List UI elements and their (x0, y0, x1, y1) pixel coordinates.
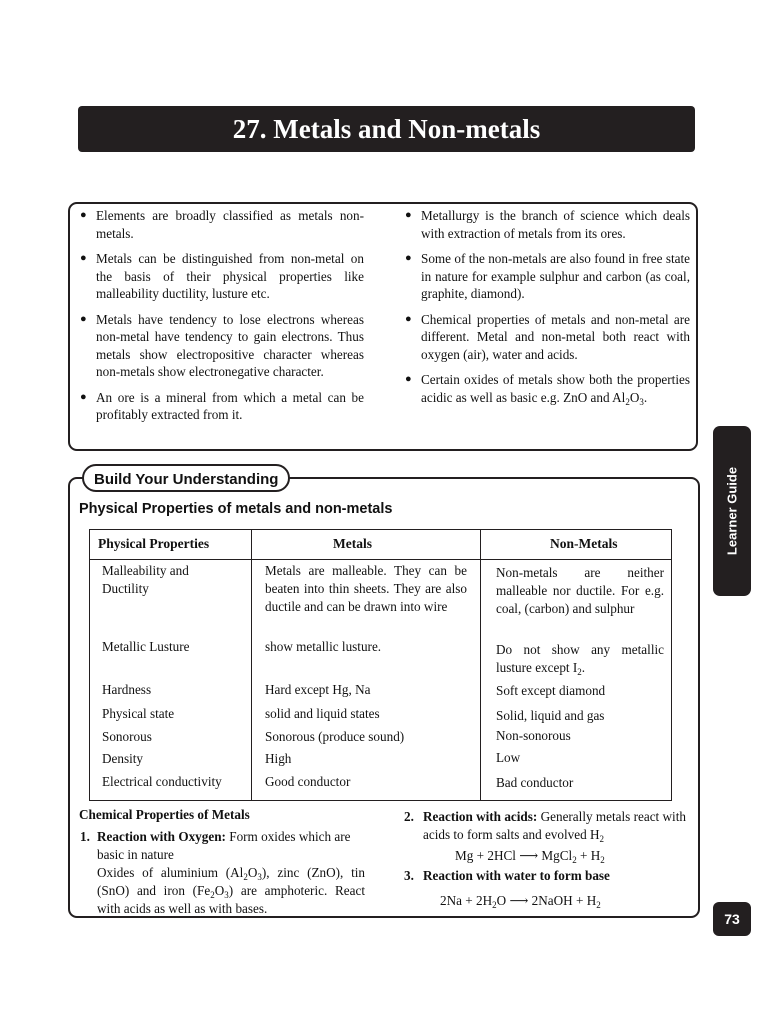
table-cell: Metallic Lusture (102, 639, 190, 654)
page-number: 73 (713, 902, 751, 936)
bullet-icon: ● (405, 252, 412, 264)
summary-point: ● Some of the non-metals are also found in free state in nature for example sulphur and carbon (as coal, graphite, diamond). (405, 251, 690, 301)
section-title: Physical Properties of metals and non-metals (79, 501, 393, 517)
water-title: Reaction with water to form base (423, 868, 610, 883)
summary-point: ● Chemical properties of metals and non-metal are different. Metal and non-metal both react with oxygen (air), water and acids. (405, 311, 690, 362)
table-cell: Malleability and Ductility (102, 563, 189, 596)
table-cell: Solid, liquid and gas (496, 708, 605, 723)
side-tab-label: Learner Guide (724, 466, 740, 556)
bullet-icon: ● (80, 390, 87, 403)
oxygen-text: Form oxides which are basic in nature (97, 829, 351, 862)
list-number: 1. (80, 829, 90, 844)
column-divider (480, 530, 481, 800)
oxygen-reaction (97, 828, 365, 864)
acids-text: Generally metals react with acids to form salts and evolved $H_2$ (423, 809, 686, 844)
table-cell: Non-sonorous (496, 728, 571, 743)
chapter-title: 27. Metals and Non-metals (78, 106, 695, 152)
list-number: 2. (404, 809, 414, 824)
summary-right-column (403, 207, 690, 414)
water-equation: $2Na + 2H_2O$ ⟶ 2NaOH + $H_2$ (440, 893, 601, 910)
bullet-icon: ● (405, 373, 412, 385)
table-cell: Metals are malleable. They can be beaten into thin sheets. They are also ductile and can be drawn into wire (265, 563, 467, 614)
acids-title: Reaction with acids: (423, 809, 538, 824)
table-cell: Hard except Hg, Na (265, 682, 371, 697)
summary-point: ● An ore is a mineral from which a metal can be profitably extracted from it. (80, 389, 364, 422)
oxygen-title: Reaction with Oxygen: (97, 829, 226, 844)
table-cell: Non-metals are neither malleable nor ductile. For e.g. coal, (carbon) and sulphur (496, 565, 664, 616)
table-header: Metals (333, 536, 372, 551)
list-number: 3. (404, 868, 414, 883)
table-cell: Good conductor (265, 774, 351, 789)
summary-point: ● Metals can be distinguished from non-metal on the basis of their physical properties like malleability ductility, lusture etc. (80, 251, 364, 301)
bullet-icon: ● (80, 252, 87, 264)
summary-point: ● Elements are broadly classified as metals non-metals. (80, 208, 364, 241)
table-cell: Bad conductor (496, 775, 574, 790)
bullet-icon: ● (405, 209, 412, 221)
acids-equation: Mg + 2HCl ⟶ MgCl$_2$ + $H_2$ (455, 848, 605, 865)
bullet-icon: ● (80, 312, 87, 325)
header-divider (90, 559, 671, 560)
summary-left-column (78, 207, 364, 432)
properties-table (89, 529, 672, 801)
table-cell: solid and liquid states (265, 706, 380, 721)
table-cell: Do not show any metallic lusture except $I_2$. (496, 642, 664, 677)
table-cell: High (265, 751, 292, 766)
summary-point: ● Metals have tendency to lose electrons whereas non-metal have tendency to gain electrons. Thus metals show electropositive character whereas non-metals show electronegative character. (80, 311, 364, 379)
summary-point: ● Metallurgy is the branch of science which deals with extraction of metals from its ores. (405, 208, 690, 241)
table-cell: Soft except diamond (496, 683, 606, 698)
table-cell: Sonorous (102, 729, 152, 744)
summary-point: ● Certain oxides of metals show both the properties acidic as well as basic e.g. ZnO and $Al_2O_3$. (405, 372, 690, 407)
table-cell: Physical state (102, 706, 175, 721)
chemical-heading: Chemical Properties of Metals (79, 807, 250, 822)
bullet-icon: ● (80, 209, 87, 221)
table-cell: Electrical conductivity (102, 774, 222, 789)
table-cell: Sonorous (produce sound) (265, 729, 405, 744)
column-divider (251, 530, 252, 800)
oxygen-note: Oxides of aluminium $(Al_2O_3)$, zinc (ZnO), tin (SnO) and iron $(Fe_2O_3)$ are amphoteric. React with acids as well as with bases. (97, 865, 365, 916)
table-cell: Density (102, 751, 144, 766)
build-understanding-label: Build Your Understanding (82, 464, 290, 492)
acids-reaction (423, 808, 691, 844)
table-cell: show metallic lusture. (265, 639, 382, 654)
table-cell: Hardness (102, 682, 152, 697)
table-header: Physical Properties (98, 536, 210, 551)
table-header: Non-Metals (550, 536, 618, 551)
bullet-icon: ● (405, 312, 412, 325)
table-cell: Low (496, 750, 521, 765)
